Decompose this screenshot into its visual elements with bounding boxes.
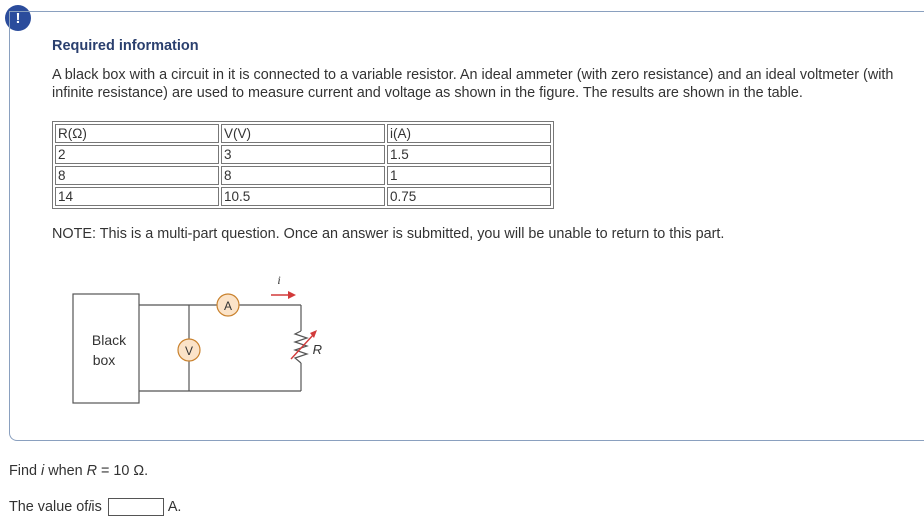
question-prefix: Find (9, 463, 41, 479)
ammeter-label: A (223, 299, 233, 313)
table-row (55, 187, 551, 206)
current-label: i (277, 273, 281, 287)
question-var-i: i (41, 463, 45, 479)
table-cell: 8 (221, 166, 385, 185)
alert-icon: ! (5, 5, 31, 31)
circuit-wires (139, 305, 301, 391)
answer-prefix: The value of (9, 499, 89, 515)
question-var-r: R (86, 463, 98, 479)
answer-var-i: i (88, 499, 92, 515)
measurement-table (52, 121, 554, 209)
table-row (55, 145, 551, 164)
intro-text: A black box with a circuit in it is connected to a variable resistor. An ideal ammeter (with zero resistance) and an ideal voltmeter (with infinite resistance) are used to measure current and voltage as shown in the figure. The results are shown in the table. (52, 67, 894, 102)
table-cell: 1 (387, 166, 551, 185)
circuit-diagram (60, 268, 320, 413)
black-box-label-line2: box (92, 352, 116, 368)
table-row (55, 166, 551, 185)
black-box-label-line1: Black (91, 332, 127, 348)
table-cell: 10.5 (221, 187, 385, 206)
answer-row (9, 498, 181, 516)
answer-input[interactable] (108, 498, 164, 516)
voltmeter-label: V (184, 344, 194, 358)
table-header: i(A) (387, 124, 551, 143)
table-cell: 0.75 (387, 187, 551, 206)
table-cell: 14 (55, 187, 219, 206)
table-header-row (55, 124, 551, 143)
required-information-title: Required information (52, 38, 199, 54)
table-cell: 8 (55, 166, 219, 185)
current-arrowhead-icon (288, 291, 296, 299)
table-cell: 1.5 (387, 145, 551, 164)
answer-is: is (91, 499, 102, 515)
question-mid: when (44, 463, 87, 479)
question-text (9, 463, 148, 479)
table-cell: 2 (55, 145, 219, 164)
table-cell: 3 (221, 145, 385, 164)
table-header: V(V) (221, 124, 385, 143)
note-text: NOTE: This is a multi-part question. Once an answer is submitted, you will be unable to return to this part. (52, 226, 725, 242)
question-suffix: = 10 Ω. (97, 463, 149, 479)
answer-unit: A. (167, 499, 182, 515)
resistor-label: R (312, 342, 322, 357)
resistor-icon (295, 331, 307, 363)
black-box (73, 294, 139, 403)
table-header: R(Ω) (55, 124, 219, 143)
